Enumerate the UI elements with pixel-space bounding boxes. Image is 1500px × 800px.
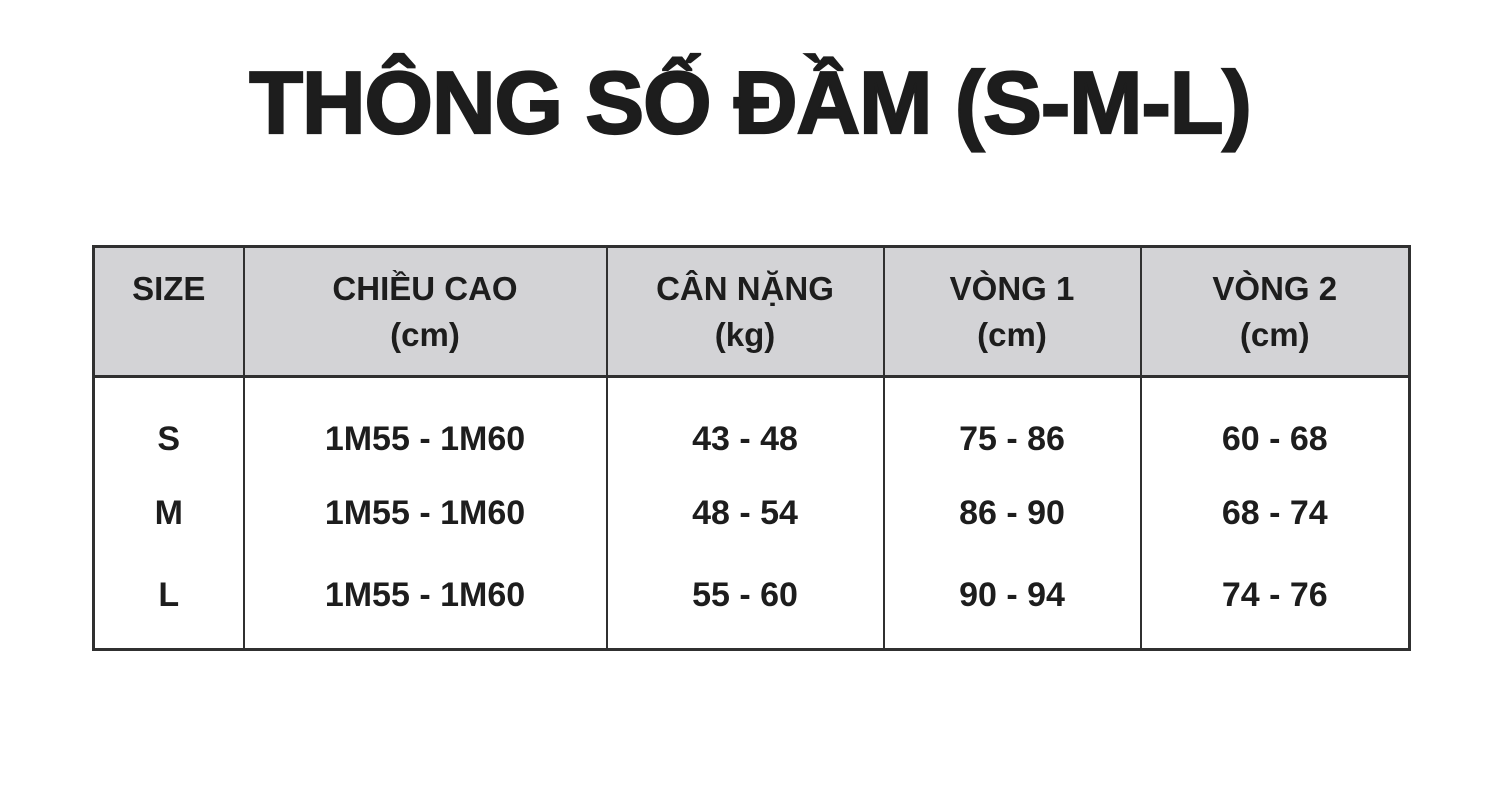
column-header-can-nang <box>607 247 884 377</box>
chieu-cao-cell: 1M55 - 1M60 <box>244 468 607 559</box>
table-row-m <box>94 468 1410 559</box>
table-header <box>94 247 1410 377</box>
page-title: THÔNG SỐ ĐẦM (S-M-L) <box>249 53 1251 152</box>
size-cell: M <box>94 468 244 559</box>
header-row <box>94 247 1410 377</box>
column-header-chieu-cao <box>244 247 607 377</box>
column-label: CÂN NẶNG <box>656 269 834 307</box>
column-unit: (cm) <box>390 315 460 353</box>
table-body <box>94 377 1410 650</box>
column-header-vong-1 <box>884 247 1141 377</box>
column-label: VÒNG 2 <box>1212 269 1338 307</box>
vong-2-cell: 68 - 74 <box>1141 468 1410 559</box>
column-label: SIZE <box>132 269 206 307</box>
column-unit <box>95 312 243 358</box>
chieu-cao-cell: 1M55 - 1M60 <box>244 377 607 468</box>
vong-2-cell: 60 - 68 <box>1141 377 1410 468</box>
column-unit: (cm) <box>977 315 1047 353</box>
column-unit: (cm) <box>1239 315 1310 353</box>
column-label: CHIỀU CAO <box>332 269 518 307</box>
vong-1-cell: 90 - 94 <box>884 559 1141 650</box>
size-cell: L <box>94 559 244 650</box>
can-nang-cell: 43 - 48 <box>607 377 884 468</box>
column-header-size <box>94 247 244 377</box>
vong-1-cell: 75 - 86 <box>884 377 1141 468</box>
chieu-cao-cell: 1M55 - 1M60 <box>244 559 607 650</box>
vong-2-cell: 74 - 76 <box>1141 559 1410 650</box>
column-label: VÒNG 1 <box>949 269 1075 307</box>
can-nang-cell: 55 - 60 <box>607 559 884 650</box>
table-row-l <box>94 559 1410 650</box>
size-chart-table <box>92 245 1411 651</box>
can-nang-cell: 48 - 54 <box>607 468 884 559</box>
column-unit: (kg) <box>714 315 776 353</box>
table-row-s <box>94 377 1410 468</box>
column-header-vong-2 <box>1141 247 1410 377</box>
vong-1-cell: 86 - 90 <box>884 468 1141 559</box>
size-cell: S <box>94 377 244 468</box>
